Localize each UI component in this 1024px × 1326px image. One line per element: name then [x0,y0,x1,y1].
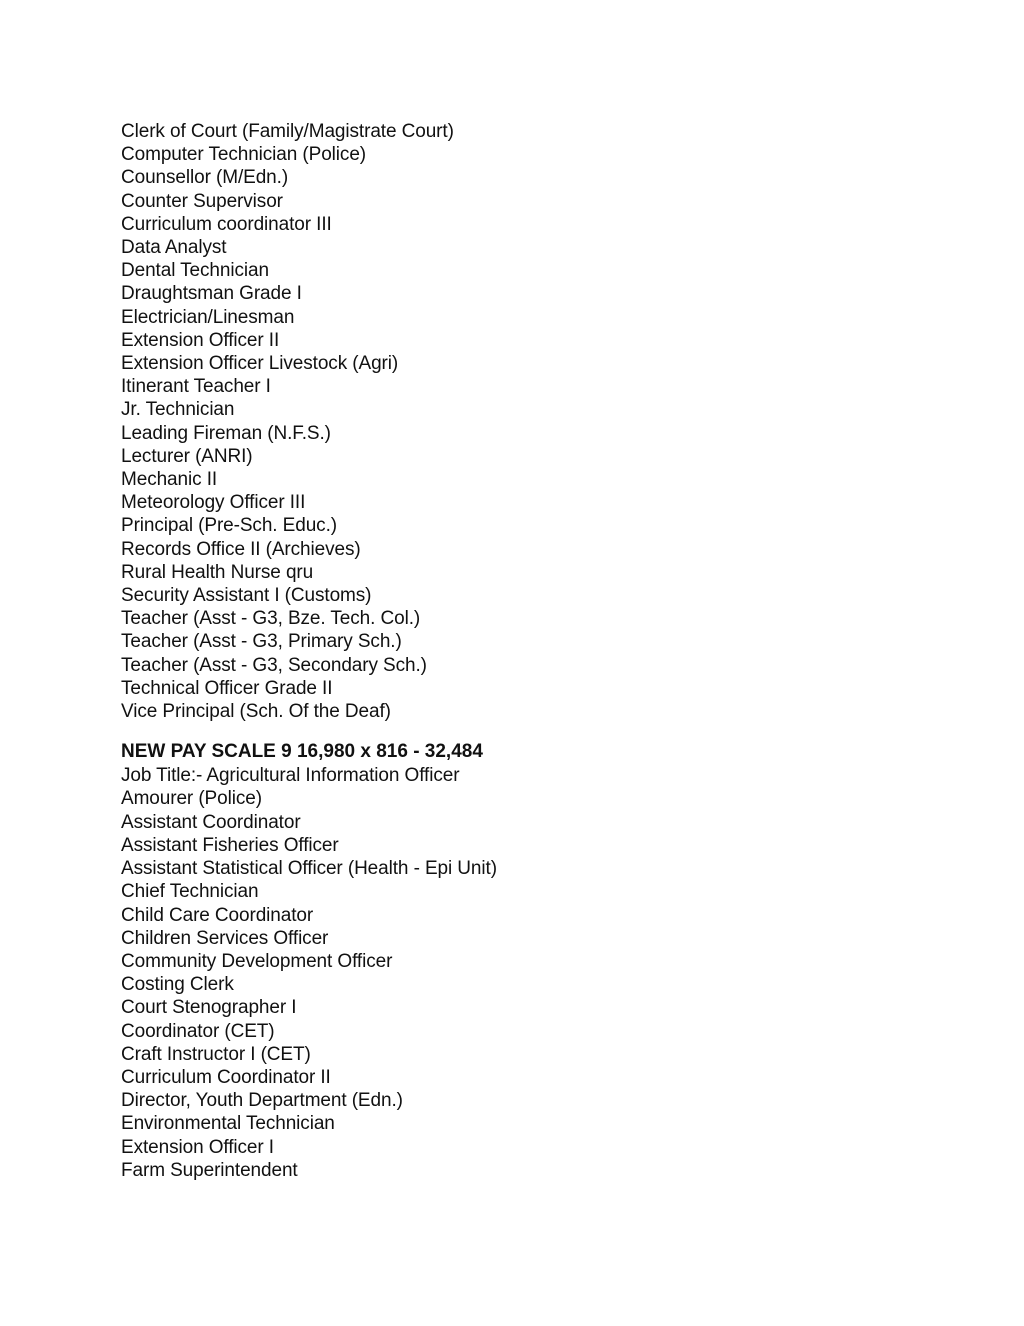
list-item: Community Development Officer [121,950,393,972]
list-item: Environmental Technician [121,1113,335,1135]
list-item: Clerk of Court (Family/Magistrate Court) [121,121,454,142]
list-item: Itinerant Teacher I [121,376,271,398]
list-item: Craft Instructor I (CET) [121,1043,311,1065]
list-item: Assistant Coordinator [121,811,301,833]
list-item: Computer Technician (Police) [121,144,367,166]
list-item: Extension Officer II [121,329,280,351]
list-item: Assistant Fisheries Officer [121,834,339,856]
list-item: Counsellor (M/Edn.) [121,167,289,189]
list-item: Teacher (Asst - G3, Secondary Sch.) [121,654,427,676]
list-item: Curriculum coordinator III [121,213,332,235]
list-item: Data Analyst [121,237,227,259]
list-item: Leading Fireman (N.F.S.) [121,422,331,444]
list-item: Electrician/Linesman [121,306,295,328]
list-item: Jr. Technician [121,399,235,421]
list-item: Child Care Coordinator [121,904,314,926]
list-item: Counter Supervisor [121,190,283,212]
list-item: Principal (Pre-Sch. Educ.) [121,515,337,537]
list-item: Children Services Officer [121,927,329,949]
list-item: Costing Clerk [121,974,234,996]
list-item: Extension Officer I [121,1136,274,1158]
job-title-list-1 [121,120,941,723]
document-page [121,120,941,1182]
list-item: Security Assistant I (Customs) [121,585,372,607]
list-item: Rural Health Nurse qru [121,561,314,583]
list-item: Mechanic II [121,469,218,491]
list-item: Amourer (Police) [121,788,262,810]
list-item: Vice Principal (Sch. Of the Deaf) [121,701,391,723]
list-item: Coordinator (CET) [121,1020,275,1042]
list-item: Teacher (Asst - G3, Primary Sch.) [121,631,402,653]
list-item: Assistant Statistical Officer (Health - Epi Unit) [121,858,497,880]
pay-scale-heading: NEW PAY SCALE 9 16,980 x 816 - 32,484 [121,741,483,763]
list-item: Draughtsman Grade I [121,283,302,305]
section-spacer [121,723,941,740]
list-item: Meteorology Officer III [121,492,306,514]
list-item: Curriculum Coordinator II [121,1066,331,1088]
list-item: Farm Superintendent [121,1159,298,1181]
list-item: Director, Youth Department (Edn.) [121,1090,403,1112]
list-item: Dental Technician [121,260,269,282]
list-item: Technical Officer Grade II [121,677,333,699]
list-item: Lecturer (ANRI) [121,445,253,467]
list-item: Court Stenographer I [121,997,297,1019]
list-item: Chief Technician [121,881,259,903]
job-title-list-2 [121,764,941,1182]
list-item: Job Title:- Agricultural Information Officer [121,765,460,787]
list-item: Extension Officer Livestock (Agri) [121,353,399,375]
list-item: Teacher (Asst - G3, Bze. Tech. Col.) [121,608,421,630]
list-item: Records Office II (Archieves) [121,538,361,560]
